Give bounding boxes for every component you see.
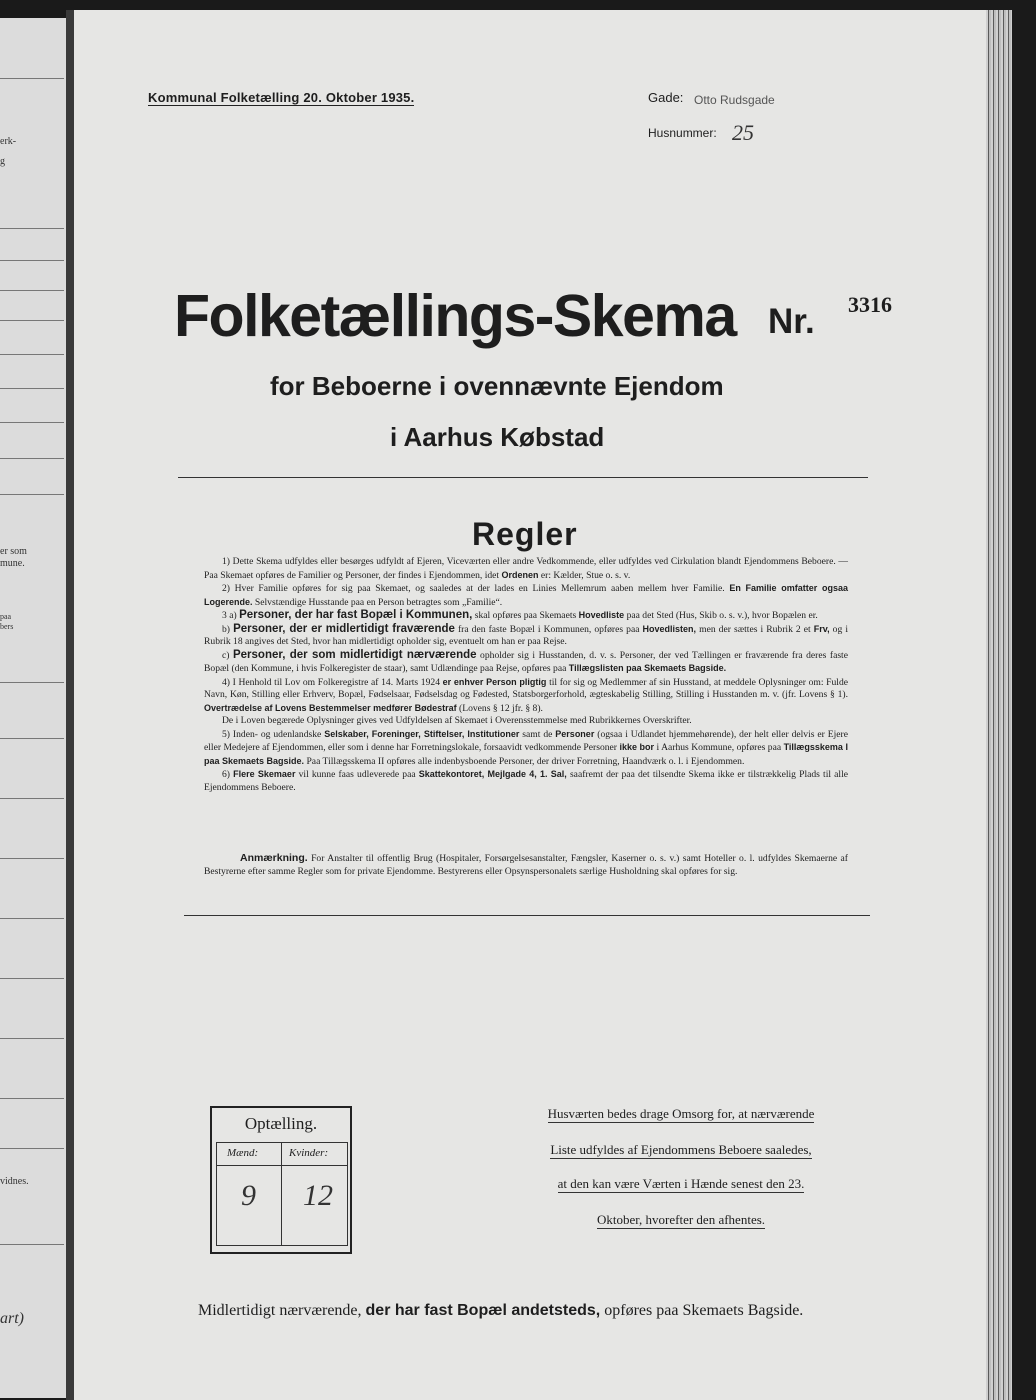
women-label: Kvinder: [289,1147,329,1159]
left-page-rule [0,228,64,229]
men-count: 9 [241,1179,256,1212]
left-page-fragment: er som [0,546,27,557]
left-page-fragment: art) [0,1310,24,1327]
rule-3c: c) Personer, der som midlertidigt nærværende opholder sig i Husstanden, d. v. s. Personer, der ved Tællingen er fraværende fra deres faste Bopæl (den Kommune, i hvis Folkeregister de staar), samt Udlændinge paa Rejse, opføres paa Tillægslisten paa Skemaets Bagside. [204,648,848,674]
form-number: 3316 [848,292,892,317]
left-page-fragment: erk- [0,136,17,147]
left-page-rule [0,260,64,261]
street-value: Otto Rudsgade [694,93,775,107]
left-page-rule [0,1038,64,1039]
left-page-fragment: bers [0,622,14,631]
left-page-rule [0,738,64,739]
left-page-rule [0,978,64,979]
tally-title: Optælling. [244,1114,318,1133]
note-text: Anmærkning. For Anstalter til offentlig Brug (Hospitaler, Forsørgelsesanstalter, Fængsler, Kaserner o. s. v.) samt Hoteller o. l. udfyldes Skemaerne af Bestyrerne efter samme Regler som for private Ejendomme. Bestyrerens eller Opsynspersonalets særlige Husholdning skal opføres for sig. [204,852,848,877]
left-page-rule [0,458,64,459]
left-page-rule [0,798,64,799]
left-page-rule [0,858,64,859]
left-page-edge [0,18,66,1398]
rules-heading: Regler [472,516,578,552]
book-gutter [66,10,74,1400]
rule-4b: De i Loven begærede Oplysninger gives ved Udfyldelsen af Skemaet i Overensstemmelse med Rubrikkernes Overskrifter. [222,715,692,726]
left-page-rule [0,1148,64,1149]
left-page-rule [0,682,64,683]
page-edges [986,10,1012,1400]
census-form-page [74,10,986,1400]
rule-5: 5) Inden- og udenlandske Selskaber, Foreninger, Stiftelser, Institutioner samt de Personer (ogsaa i Udlandet hjemmehørende), der helt eller delvis er Ejere eller Medejere af Ejendommen, eller som i denne har Forretningslokale, forsaavidt vedkommende Personer ikke bor i Aarhus Kommune, opføres paa Tillægsskema I paa Skemaets Bagside. Paa Tillægsskema II opføres alle indenbysboende Personer, der driver Forretning, Haandværk o. l. i Ejendommen. [204,728,849,767]
divider-bottom [184,915,870,916]
form-title: Folketællings-Skema [174,283,736,349]
left-page-rule [0,290,64,291]
rule-3b: b) Personer, der er midlertidigt fraværende fra den faste Bopæl i Kommunen, opføres paa Hovedlisten, men der sættes i Rubrik 2 et Frv, og i Rubrik 18 angives det Sted, hvor han midlertidigt opholder sig, eventuelt om han er paa Rejse. [204,622,848,647]
left-page-rule [0,320,64,321]
left-page-rule [0,422,64,423]
footer-note: Midlertidigt nærværende, der har fast Bopæl andetsteds, opføres paa Skemaets Bagside. [198,1302,804,1319]
rule-1: 1) Dette Skema udfyldes eller besørges udfyldt af Ejeren, Viceværten eller andre Vedkommende, eller udfyldes ved Cirkulation blandt Ejendommens Beboere. — Paa Skemaet opføres de Familier og Personer, der findes i Ejendommen, idet Ordenen er: Kælder, Stue o. s. v. [204,556,848,581]
left-page-fragment: vidnes. [0,1176,29,1187]
notice-line-1: Husværten bedes drage Omsorg for, at nærværende [547,1106,815,1121]
rule-3a: 3 a) Personer, der har fast Bopæl i Kommunen, skal opføres paa Skemaets Hovedliste paa det Sted (Hus, Skib o. s. v.), hvor Bopælen er. [222,609,818,621]
left-page-rule [0,354,64,355]
house-number-label: Husnummer: [648,126,717,140]
rule-2: 2) Hver Familie opføres for sig paa Skemaet, og saaledes at der lades en Linies Mellemrum aaben mellem hver Familie. En Familie omfatter ogsaa Logerende. Selvstændige Husstande paa en Person betragtes som „Familie“. [204,583,849,608]
form-subtitle-2: i Aarhus Købstad [390,422,605,452]
form-nr-label: Nr. [768,302,815,341]
census-header-title: Kommunal Folketælling 20. Oktober 1935. [148,90,415,105]
left-page-rule [0,78,64,79]
divider-top [178,477,868,478]
tally-grid [216,1142,348,1246]
left-page-rule [0,494,64,495]
left-page-rule [0,388,64,389]
left-page-fragment: paa [0,612,12,621]
notice-line-4: Oktober, hvorefter den afhentes. [596,1212,766,1227]
street-label: Gade: [648,90,684,105]
left-page-rule [0,1098,64,1099]
left-page-fragment: mune. [0,558,25,569]
notice-line-2: Liste udfyldes af Ejendommens Beboere saaledes, [550,1142,812,1157]
men-label: Mænd: [227,1147,259,1159]
rules-text [204,556,848,794]
left-page-fragment: g [0,156,5,167]
left-page-rule [0,1244,64,1245]
women-count: 12 [303,1179,333,1212]
house-number-value: 25 [732,120,754,145]
note-label: Anmærkning. [240,852,308,864]
notice-line-3: at den kan være Værten i Hænde senest den 23. [557,1176,805,1191]
form-subtitle-1: for Beboerne i ovennævnte Ejendom [270,371,724,401]
rule-6: 6) Flere Skemaer vil kunne faas udleverede paa Skattekontoret, Mejlgade 4, 1. Sal, saafremt der paa det tilsendte Skema ikke er tilstrækkelig Plads til alle Ejendommens Beboere. [204,769,849,793]
left-page-rule [0,918,64,919]
rule-4: 4) I Henhold til Lov om Folkeregistre af 14. Marts 1924 er enhver Person pligtig til for sig og Medlemmer af sin Husstand, at meddele Oplysninger om: Fulde Navn, Køn, Stilling eller Erhverv, Bopæl, Fødselsaar, Fødselsdag og Fødested, Statsborgerforhold, ægteskabelig Stilling, Stilling i Husstanden m. v. (jfr. Lovens § 1). Overtrædelse af Lovens Bestemmelser medfører Bødestraf (Lovens § 12 jfr. § 8). [204,676,849,714]
tally-box [210,1106,352,1254]
